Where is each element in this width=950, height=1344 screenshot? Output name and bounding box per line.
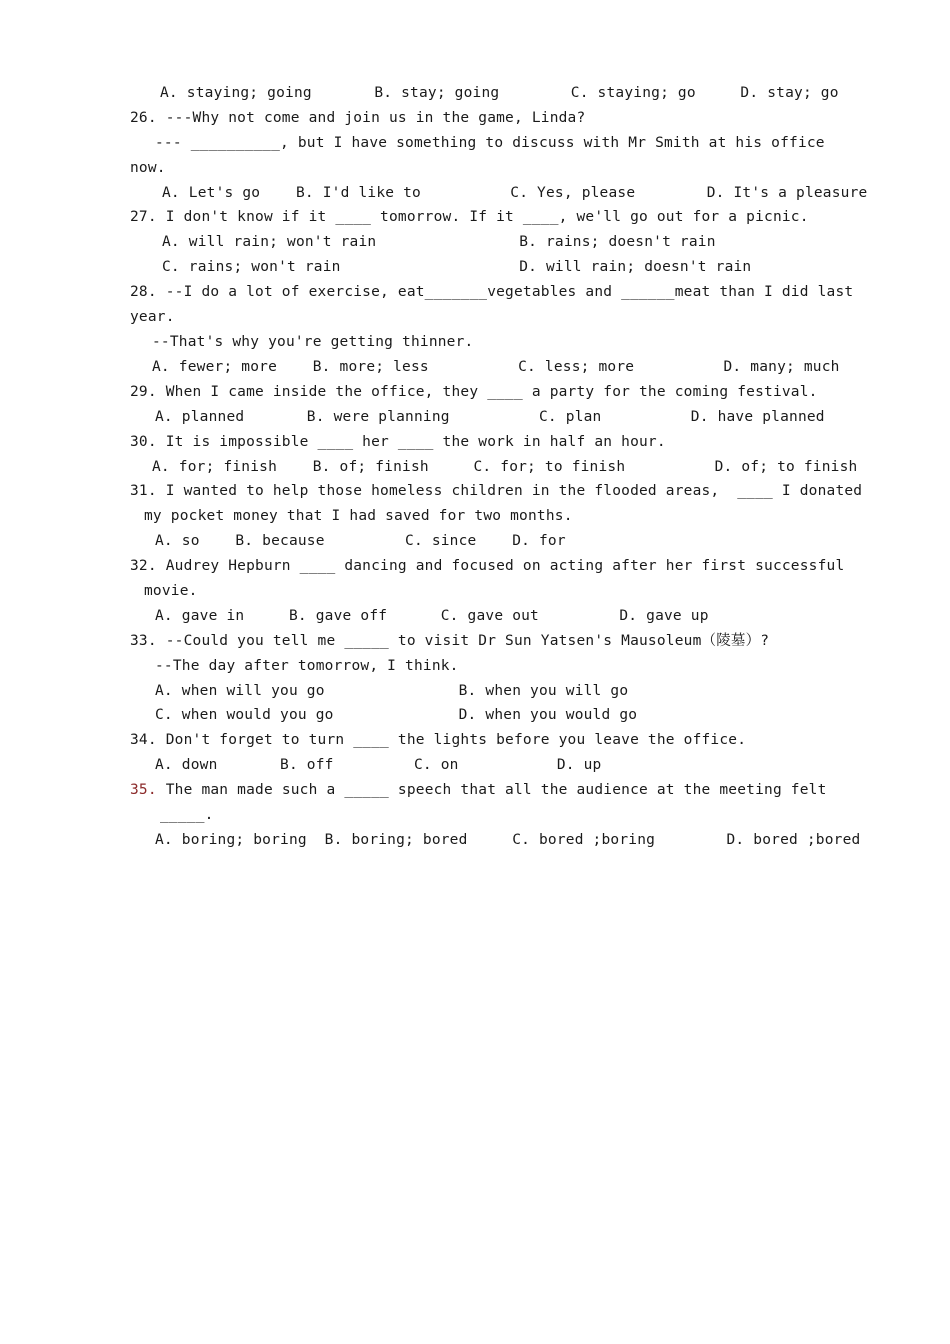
- q34-question: 34. Don't forget to turn ____ the lights before you leave the office.: [130, 732, 747, 748]
- q33-reply: --The day after tomorrow, I think.: [155, 658, 459, 674]
- q30-options: A. for; finish B. of; finish C. for; to finish D. of; to finish: [152, 459, 858, 475]
- q27-question: 27. I don't know if it ____ tomorrow. If it ____, we'll go out for a picnic.: [130, 209, 809, 225]
- q26-options: A. Let's go B. I'd like to C. Yes, please D. It's a pleasure: [162, 185, 868, 201]
- q29-options: A. planned B. were planning C. plan D. have planned: [155, 409, 825, 425]
- q32-question-cont: movie.: [144, 583, 198, 599]
- q35-question-text: The man made such a _____ speech that all the audience at the meeting felt: [156, 782, 827, 798]
- q30-question: 30. It is impossible ____ her ____ the work in half an hour.: [130, 434, 666, 450]
- q33-options-ab: A. when will you go B. when you will go: [155, 683, 629, 699]
- q33-options-cd: C. when would you go D. when you would go: [155, 707, 638, 723]
- q28-options: A. fewer; more B. more; less C. less; more D. many; much: [152, 359, 840, 375]
- q26-reply-cont: now.: [130, 160, 166, 176]
- q31-question: 31. I wanted to help those homeless children in the flooded areas, ____ I donated: [130, 483, 863, 499]
- q33-question: 33. --Could you tell me _____ to visit Dr Sun Yatsen's Mausoleum（陵墓）?: [130, 633, 770, 649]
- q28-question: 28. --I do a lot of exercise, eat_______vegetables and ______meat than I did last: [130, 284, 854, 300]
- q34-options: A. down B. off C. on D. up: [155, 757, 602, 773]
- q28-reply: --That's why you're getting thinner.: [152, 334, 474, 350]
- q26-question: 26. ---Why not come and join us in the game, Linda?: [130, 110, 586, 126]
- q35-question-cont: _____.: [160, 807, 214, 823]
- q27-options-ab: A. will rain; won't rain B. rains; doesn't rain: [162, 234, 716, 250]
- q27-options-cd: C. rains; won't rain D. will rain; doesn't rain: [162, 259, 752, 275]
- q35-number: 35.: [130, 782, 157, 798]
- q35-question: [130, 781, 827, 799]
- q31-options: A. so B. because C. since D. for: [155, 533, 566, 549]
- q31-question-cont: my pocket money that I had saved for two months.: [144, 508, 573, 524]
- q29-question: 29. When I came inside the office, they ____ a party for the coming festival.: [130, 384, 818, 400]
- q28-question-cont: year.: [130, 309, 175, 325]
- q26-reply: --- __________, but I have something to discuss with Mr Smith at his office: [155, 135, 825, 151]
- q32-question: 32. Audrey Hepburn ____ dancing and focused on acting after her first successful: [130, 558, 845, 574]
- q32-options: A. gave in B. gave off C. gave out D. gave up: [155, 608, 709, 624]
- q25-options: A. staying; going B. stay; going C. staying; go D. stay; go: [160, 85, 839, 101]
- q35-options: A. boring; boring B. boring; bored C. bored ;boring D. bored ;bored: [155, 832, 861, 848]
